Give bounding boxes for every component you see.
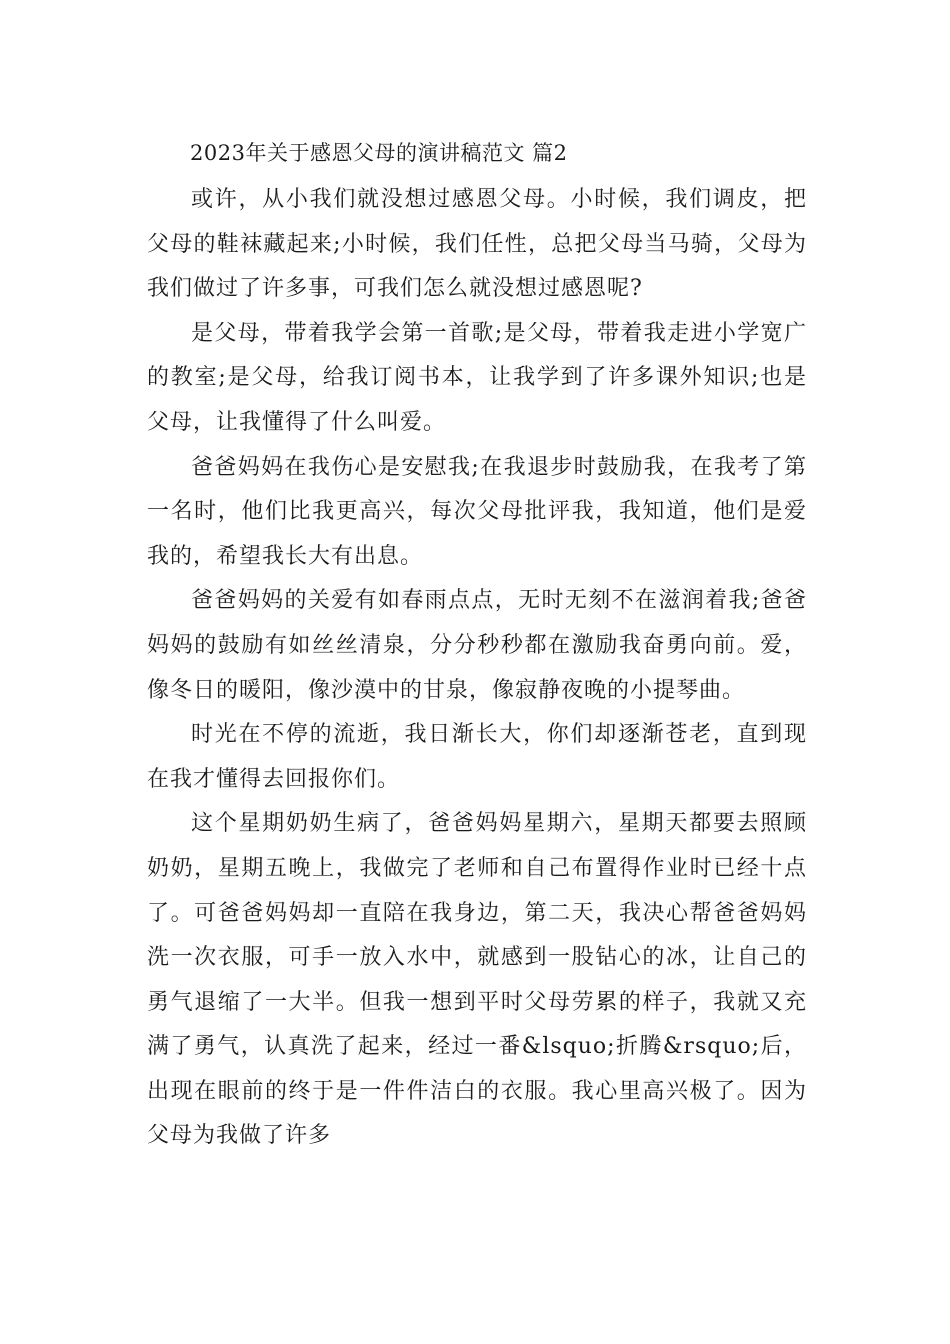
paragraph: 时光在不停的流逝，我日渐长大，你们却逐渐苍老，直到现在我才懂得去回报你们。 bbox=[147, 722, 807, 792]
paragraph: 或许，从小我们就没想过感恩父母。小时候，我们调皮，把父母的鞋袜藏起来;小时候，我们任性，总把父母当马骑，父母为我们做过了许多事，可我们怎么就没想过感恩呢? bbox=[147, 187, 807, 302]
document-title: 2023年关于感恩父母的演讲稿范文 篇2 bbox=[190, 141, 568, 165]
paragraph: 这个星期奶奶生病了，爸爸妈妈星期六，星期天都要去照顾奶奶，星期五晚上，我做完了老师和自己布置得作业时已经十点了。可爸爸妈妈却一直陪在我身边，第二天，我决心帮爸爸妈妈洗一次衣服，可手一放入水中，就感到一股钻心的冰，让自己的勇气退缩了一大半。但我一想到平时父母劳累的样子，我就又充满了勇气，认真洗了起来，经过一番&lsquo;折腾&rsquo;后，出现在眼前的终于是一件件洁白的衣服。我心里高兴极了。因为父母为我做了许多 bbox=[147, 811, 807, 1149]
paragraph: 爸爸妈妈的关爱有如春雨点点，无时无刻不在滋润着我;爸爸妈妈的鼓励有如丝丝清泉，分分秒秒都在激励我奋勇向前。爱，像冬日的暖阳，像沙漠中的甘泉，像寂静夜晚的小提琴曲。 bbox=[147, 588, 807, 703]
document-body bbox=[147, 178, 807, 1159]
paragraph: 爸爸妈妈在我伤心是安慰我;在我退步时鼓励我，在我考了第一名时，他们比我更高兴，每次父母批评我，我知道，他们是爱我的，希望我长大有出息。 bbox=[147, 454, 807, 569]
paragraph: 是父母，带着我学会第一首歌;是父母，带着我走进小学宽广的教室;是父母，给我订阅书本，让我学到了许多课外知识;也是父母，让我懂得了什么叫爱。 bbox=[147, 320, 807, 435]
